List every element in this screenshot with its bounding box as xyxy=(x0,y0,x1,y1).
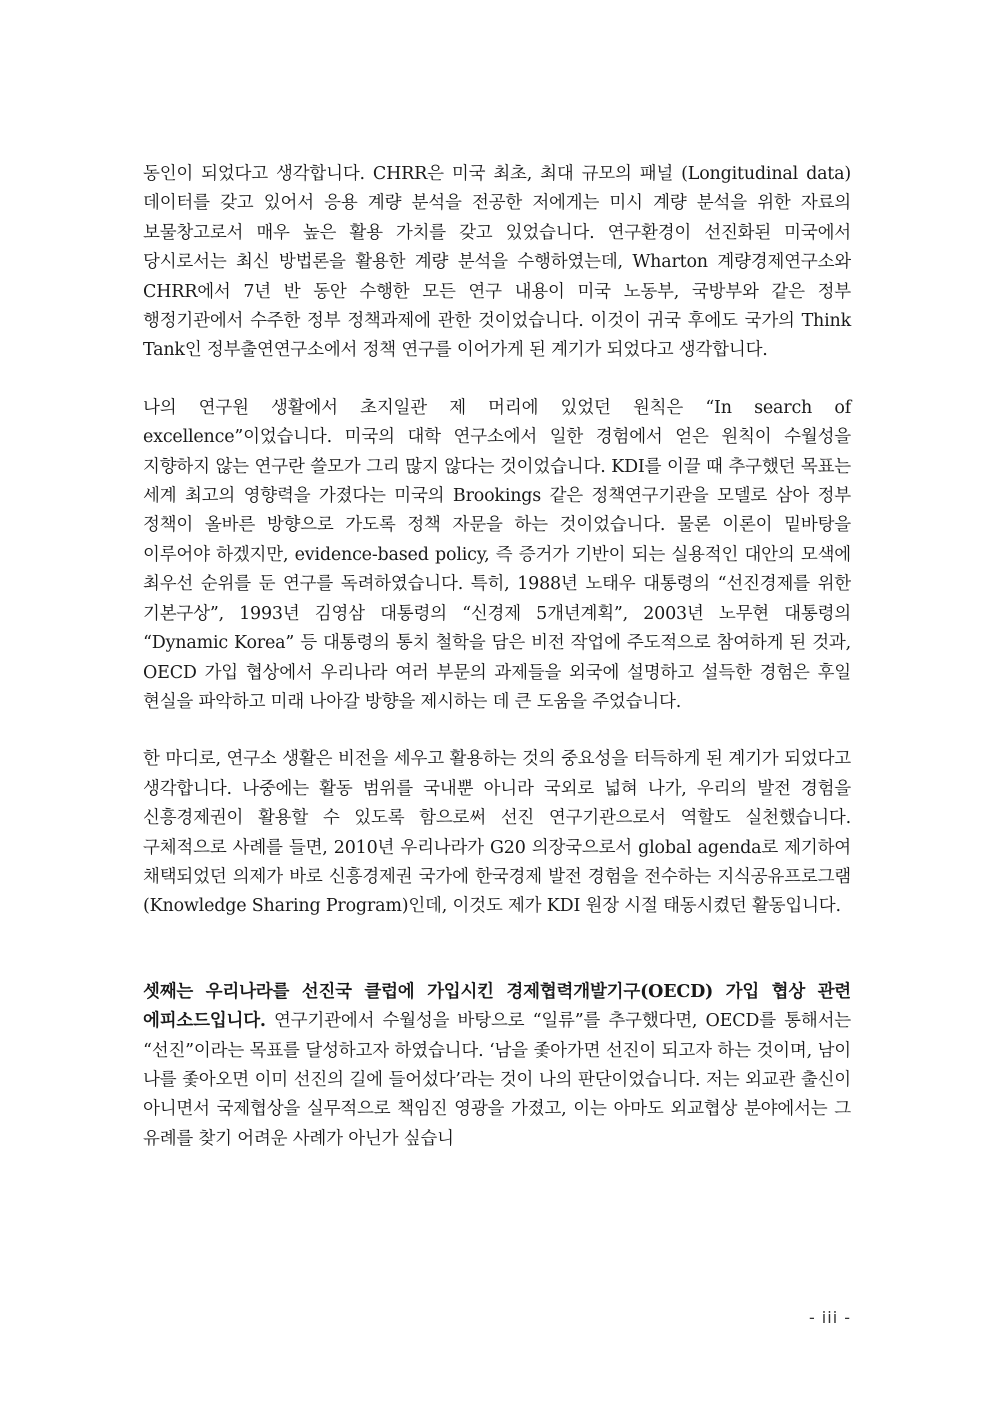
paragraph-3: 한 마디로, 연구소 생활은 비전을 세우고 활용하는 것의 중요성을 터득하게 된 계기가 되었다고 생각합니다. 나중에는 활동 범위를 국내뿐 아니라 국외로 넓혀 나가, 우리의 발전 경험을 신흥경제권이 활용할 수 있도록 함으로써 선진 연구기관으로서 역할도 실천했습니다. 구체적으로 사례를 들면, 2010년 우리나라가 G20 의장국으로서 global agenda로 제기하여 채택되었던 의제가 바로 신흥경제권 국가에 한국경제 발전 경험을 전수하는 지식공유프로그램(Knowledge Sharing Program)인데, 이것도 제가 KDI 원장 시절 태동시켰던 활동입니다. xyxy=(143,749,851,917)
page-number: - iii - xyxy=(808,1308,851,1327)
paragraph-4 xyxy=(143,978,851,1154)
paragraph-spacer xyxy=(143,717,851,745)
document-body xyxy=(143,160,851,1154)
paragraph-spacer xyxy=(143,366,851,394)
section-lead-sentence: 셋째는 우리나라를 선진국 클럽에 가입시킨 경제협력개발기구(OECD) 가입 협상 관련 에피소드입니다. xyxy=(143,981,851,1032)
paragraph-1: 동인이 되었다고 생각합니다. CHRR은 미국 최초, 최대 규모의 패널 (Longitudinal data) 데이터를 갖고 있어서 응용 계량 분석을 전공한 저에게는 미시 계량 분석을 위한 자료의 보물창고로서 매우 높은 활용 가치를 갖고 있었습니다. 연구환경이 선진화된 미국에서 당시로서는 최신 방법론을 활용한 계량 분석을 수행하였는데, Wharton 계량경제연구소와 CHRR에서 7년 반 동안 수행한 모든 연구 내용이 미국 노동부, 국방부와 같은 정부 행정기관에서 수주한 정부 정책과제에 관한 것이었습니다. 이것이 귀국 후에도 국가의 Think Tank인 정부출연연구소에서 정책 연구를 이어가게 된 계기가 되었다고 생각합니다. xyxy=(143,164,851,361)
section-body-text: 연구기관에서 수월성을 바탕으로 “일류”를 추구했다면, OECD를 통해서는 “선진”이라는 목표를 달성하고자 하였습니다. ‘남을 좇아가면 선진이 되고자 하는 것이며, 남이 나를 좇아오면 이미 선진의 길에 들어섰다’라는 것이 나의 판단이었습니다. 저는 외교관 출신이 아니면서 국제협상을 실무적으로 책임진 영광을 가졌고, 이는 아마도 외교협상 분야에서는 그 유례를 찾기 어려운 사례가 아닌가 싶습니 xyxy=(143,1011,851,1149)
section-spacer xyxy=(143,922,851,978)
paragraph-2: 나의 연구원 생활에서 초지일관 제 머리에 있었던 원칙은 “In search of excellence”이었습니다. 미국의 대학 연구소에서 일한 경험에서 얻은 원칙이 수월성을 지향하지 않는 연구란 쓸모가 그리 많지 않다는 것이었습니다. KDI를 이끌 때 추구했던 목표는 세계 최고의 영향력을 가졌다는 미국의 Brookings 같은 정책연구기관을 모델로 삼아 정부 정책이 올바른 방향으로 가도록 정책 자문을 하는 것이었습니다. 물론 이론이 밑바탕을 이루어야 하겠지만, evidence-based policy, 즉 증거가 기반이 되는 실용적인 대안의 모색에 최우선 순위를 둔 연구를 독려하였습니다. 특히, 1988년 노태우 대통령의 “선진경제를 위한 기본구상”, 1993년 김영삼 대통령의 “신경제 5개년계획”, 2003년 노무현 대통령의 “Dynamic Korea” 등 대통령의 통치 철학을 담은 비전 작업에 주도적으로 참여하게 된 것과, OECD 가입 협상에서 우리나라 여러 부문의 과제들을 외국에 설명하고 설득한 경험은 후일 현실을 파악하고 미래 나아갈 방향을 제시하는 데 큰 도움을 주었습니다. xyxy=(143,397,851,712)
